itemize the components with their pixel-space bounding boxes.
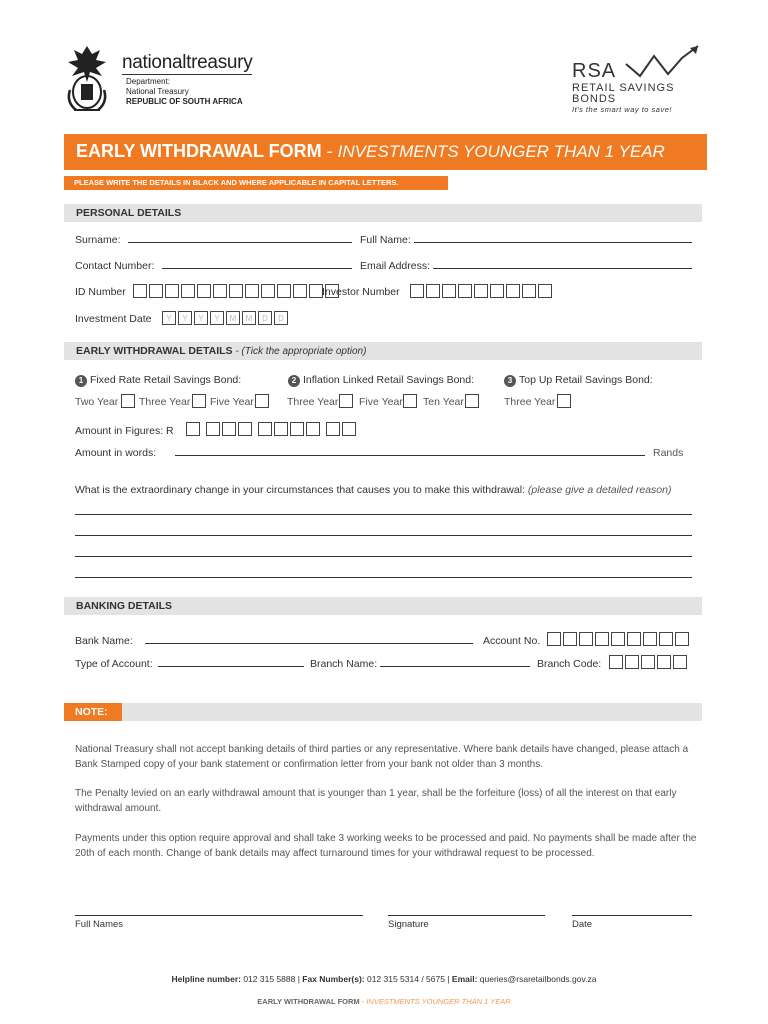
rsa-sub1: RETAIL SAVINGS [572, 82, 675, 94]
account-type-label: Type of Account: [75, 658, 153, 670]
bank-name-field[interactable] [145, 643, 473, 644]
note-label-box: NOTE: [64, 703, 122, 721]
form-title: EARLY WITHDRAWAL FORM [76, 141, 322, 161]
checkbox-three-year-3[interactable] [557, 394, 571, 408]
footer-doc-title: EARLY WITHDRAWAL FORM - INVESTMENTS YOUNGER THAN 1 YEAR [257, 997, 511, 1006]
dept-line3: REPUBLIC OF SOUTH AFRICA [126, 97, 243, 106]
number-three-icon: 3 [504, 375, 516, 387]
personal-details-header: PERSONAL DETAILS [64, 204, 702, 222]
rsa-sub2: BONDS [572, 93, 617, 105]
full-names-line[interactable] [75, 915, 363, 916]
investor-number-boxes[interactable] [410, 284, 554, 298]
coat-of-arms-icon [62, 42, 112, 114]
date-label: Date [572, 919, 593, 930]
opt-five-year-label: Five Year [210, 396, 254, 408]
full-names-label: Full Names [75, 919, 124, 930]
footer-contacts: Helpline number: 012 315 5888 | Fax Number(s): 012 315 5314 / 5675 | Email: queries@rsaretailbonds.gov.za [171, 974, 597, 984]
dept-line1: Department: [126, 77, 171, 86]
opt-five-year-2-label: Five Year [359, 396, 403, 408]
amount-words-label: Amount in words: [75, 447, 157, 459]
instruction-text: PLEASE WRITE THE DETAILS IN BLACK AND WHERE APPLICABLE IN CAPITAL LETTERS. [74, 178, 399, 187]
branch-name-field[interactable] [380, 666, 530, 667]
note-paragraph-3: Payments under this option require approval and shall take 3 working weeks to be processed and paid. No payments shall be made after the 20th of each month. Change of bank details may affect turnaround times for your withdrawal request to be processed. [75, 833, 697, 859]
amount-figures-label: Amount in Figures: R [75, 425, 174, 437]
account-no-boxes[interactable] [547, 632, 691, 646]
bond3-label: 3 Top Up Retail Savings Bond: [504, 374, 653, 387]
account-type-field[interactable] [158, 666, 304, 667]
surname-label: Surname: [75, 234, 121, 246]
bond2-label: 2 Inflation Linked Retail Savings Bond: [288, 374, 474, 387]
note-paragraph-2: The Penalty levied on an early withdrawal amount that is younger than 1 year, shall be the forfeiture (loss) of all the interest on that early withdrawal amount. [75, 788, 677, 814]
trend-arrow-icon [624, 44, 704, 80]
checkbox-three-year[interactable] [192, 394, 206, 408]
reason-line-3[interactable] [75, 556, 692, 557]
checkbox-ten-year[interactable] [465, 394, 479, 408]
dept-line2: National Treasury [126, 87, 189, 96]
surname-field[interactable] [128, 242, 352, 243]
note-header-bar [64, 703, 702, 721]
footer-email-link[interactable]: queries@rsaretailbonds.gov.za [477, 974, 597, 984]
contact-label: Contact Number: [75, 260, 155, 272]
id-number-label: ID Number [75, 286, 126, 298]
branch-name-label: Branch Name: [310, 658, 378, 670]
signature-label: Signature [388, 919, 429, 930]
branch-code-boxes[interactable] [609, 655, 689, 669]
account-no-label: Account No. [483, 635, 541, 647]
opt-three-year-2-label: Three Year [287, 396, 339, 408]
rands-label: Rands [653, 447, 684, 459]
bond1-label: 1 Fixed Rate Retail Savings Bond: [75, 374, 241, 387]
date-line[interactable] [572, 915, 692, 916]
reason-line-1[interactable] [75, 514, 692, 515]
reason-question: What is the extraordinary change in your circumstances that causes you to make this withdrawal: (please give a detailed reason) [75, 484, 672, 496]
bank-name-label: Bank Name: [75, 635, 133, 647]
reason-line-4[interactable] [75, 577, 692, 578]
checkbox-three-year-2[interactable] [339, 394, 353, 408]
full-name-label: Full Name: [360, 234, 411, 246]
amount-figures-boxes-a[interactable] [186, 422, 358, 436]
form-subtitle: INVESTMENTS YOUNGER THAN 1 YEAR [337, 142, 665, 161]
opt-ten-year-label: Ten Year [423, 396, 464, 408]
checkbox-two-year[interactable] [121, 394, 135, 408]
opt-three-year-3-label: Three Year [504, 396, 556, 408]
opt-two-year-label: Two Year [75, 396, 119, 408]
contact-field[interactable] [162, 268, 352, 269]
banking-details-header: BANKING DETAILS [64, 597, 702, 615]
amount-words-field[interactable] [175, 455, 645, 456]
investor-number-label: Investor Number [322, 286, 400, 298]
signature-line[interactable] [388, 915, 545, 916]
org-divider [122, 74, 252, 75]
full-name-field[interactable] [414, 242, 692, 243]
number-two-icon: 2 [288, 375, 300, 387]
checkbox-five-year[interactable] [255, 394, 269, 408]
org-name: nationaltreasury [122, 52, 253, 73]
instruction-banner [64, 176, 448, 190]
opt-three-year-label: Three Year [139, 396, 191, 408]
investment-date-boxes[interactable]: Y Y Y Y M M D D [162, 311, 290, 325]
email-field[interactable] [433, 268, 692, 269]
id-number-boxes[interactable] [133, 284, 341, 298]
title-bar: EARLY WITHDRAWAL FORM - INVESTMENTS YOUNGER THAN 1 YEAR [64, 134, 707, 170]
email-label: Email Address: [360, 260, 431, 272]
rsa-tagline: It's the smart way to save! [572, 105, 672, 114]
reason-line-2[interactable] [75, 535, 692, 536]
withdrawal-details-header: EARLY WITHDRAWAL DETAILS - (Tick the appropriate option) [64, 342, 702, 360]
number-one-icon: 1 [75, 375, 87, 387]
rsa-logo: RSA [572, 60, 617, 82]
note-paragraph-1: National Treasury shall not accept banking details of third parties or any representative. Where bank details have changed, please attach a Bank Stamped copy of your bank statement or confirmation letter from your bank not older than 3 months. [75, 744, 689, 770]
branch-code-label: Branch Code: [537, 658, 602, 670]
checkbox-five-year-2[interactable] [403, 394, 417, 408]
investment-date-label: Investment Date [75, 313, 152, 325]
